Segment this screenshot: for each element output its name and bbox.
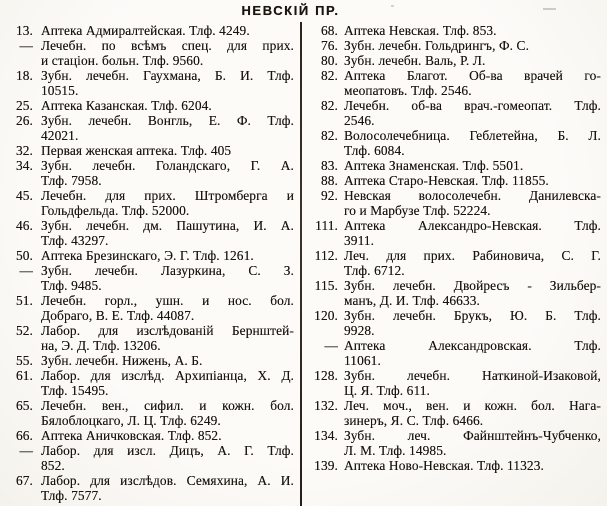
entry-text-line: Первая женская аптека. Тлф. 405 (41, 143, 232, 158)
directory-entry (303, 278, 601, 308)
entry-house-number: 76. (320, 38, 338, 53)
entry-text-line: Тлф. 7958. (41, 173, 102, 188)
entry-house-number: 55. (15, 353, 33, 368)
entry-house-number: 82. (320, 68, 338, 83)
entry-text-line: Тлф. 9485. (41, 278, 102, 293)
entry-text-line: Леч. моч., вен. и кожн. бол. Нага- (344, 398, 601, 413)
directory-entry (303, 458, 601, 473)
entry-text-line: Гольдфельда. Тлф. 52000. (41, 203, 190, 218)
directory-entry (303, 53, 601, 68)
entry-text-line: 10515. (41, 83, 79, 98)
directory-entry (8, 473, 294, 503)
entry-text-line: Леч. для прих. Рабиновича, С. Г. (344, 248, 601, 263)
entry-text-line: 2546. (344, 113, 375, 128)
entry-house-number: 120. (314, 308, 338, 323)
entry-text-line: Аптека Казанская. Тлф. 6204. (41, 98, 212, 113)
entry-text-line: Тлф. 6084. (344, 143, 405, 158)
entry-text-line: Аптека Аничковская. Тлф. 852. (41, 428, 222, 443)
directory-entry (303, 23, 601, 38)
entry-text-line: и стаціон. больн. Тлф. 9560. (41, 53, 204, 68)
entry-text-line: Зубн. лечебн. дм. Пашутина, И. А. (41, 218, 294, 233)
directory-entry (8, 293, 294, 323)
entry-text-line: 852. (41, 458, 65, 473)
entry-house-number: 132. (314, 398, 338, 413)
entry-text-line: Лечебн. для прих. Штромберга и (41, 188, 294, 203)
directory-entry (303, 158, 601, 173)
entry-text-line: 3911. (344, 233, 375, 248)
entry-house-number: 34. (15, 158, 33, 173)
directory-entry (8, 38, 294, 68)
entry-text-line: Тлф. 7577. (41, 488, 102, 503)
entry-text-line: Зубн. лечебн. Голандскаго, Г. А. (41, 158, 294, 173)
entry-text-line: Зубн. лечебн. Валь, Р. Л. (344, 53, 486, 68)
entry-house-number: 45. (15, 188, 33, 203)
entry-text-line: Зубн. лечебн. Брукъ, Ю. Б. Тлф. (344, 308, 601, 323)
entry-text-line: Лечебн. горл., ушн. и нос. бол. (41, 293, 294, 308)
entry-ditto-dash: — (19, 38, 33, 53)
directory-entry (303, 218, 601, 248)
entry-house-number: 68. (320, 23, 338, 38)
entry-house-number: 92. (320, 188, 338, 203)
entry-text-line: Лабор. для изслѣд. Архипіанца, Х. Д. (41, 368, 294, 383)
directory-entry (8, 353, 294, 368)
entry-ditto-dash: — (19, 263, 33, 278)
entry-text-line: Тлф. 43297. (41, 233, 109, 248)
entry-text-line: Зубн. лечебн. Гаухмана, Б. И. Тлф. (41, 68, 294, 83)
directory-entry (303, 98, 601, 128)
directory-entry (303, 308, 601, 338)
entry-text-line: Лабор. для изслѣдов. Семяхина, А. И. (41, 473, 294, 488)
entry-text-line: Лечебн. по всѣмъ спец. для прих. (41, 38, 294, 53)
entry-house-number: 13. (15, 23, 33, 38)
directory-entry (303, 68, 601, 98)
directory-entry (8, 443, 294, 473)
entry-text-line: Зубн. лечебн. Двойресъ - Зильбер- (344, 278, 601, 293)
directory-entry (8, 113, 294, 143)
entry-text-line: Аптека Старо-Невская. Тлф. 11855. (344, 173, 549, 188)
directory-entry (303, 338, 601, 368)
entry-text-line: Волосолечебница. Геблетейна, Б. Л. (344, 128, 601, 143)
directory-entry (303, 248, 601, 278)
entry-text-line: Аптека Знаменская. Тлф. 5501. (344, 158, 524, 173)
entry-text-line: Лечебн. вен., сифил. и кожн. бол. (41, 398, 294, 413)
entry-text-line: Зубн. леч. Файнштейнъ-Чубченко, (344, 428, 601, 443)
entry-house-number: 80. (320, 53, 338, 68)
directory-entry (8, 323, 294, 353)
entry-text-line: 11061. (344, 353, 381, 368)
directory-entry (303, 368, 601, 398)
directory-entry (8, 218, 294, 248)
entry-text-line: Добраго, В. Е. Тлф. 44087. (41, 308, 195, 323)
entry-text-line: Ц. Я. Тлф. 611. (344, 383, 430, 398)
entry-house-number: 46. (15, 218, 33, 233)
directory-columns (0, 23, 607, 503)
entry-house-number: 32. (15, 143, 33, 158)
page-title: НЕВСКІЙ ПР. (241, 3, 340, 18)
entry-text-line: Тлф. 6712. (344, 263, 405, 278)
entry-text-line: го и Марбузе Тлф. 52224. (344, 203, 491, 218)
directory-entry (8, 188, 294, 218)
entry-text-line: Аптека Благот. Об-ва врачей го- (344, 68, 601, 83)
right-column (301, 23, 607, 503)
entry-house-number: 139. (314, 458, 338, 473)
entry-text-line: Л. М. Тлф. 14985. (344, 443, 447, 458)
directory-entry (303, 428, 601, 458)
directory-entry (8, 368, 294, 398)
entry-text-line: Лабор. для изслѣдованій Бернштей- (41, 323, 294, 338)
directory-entry (303, 398, 601, 428)
directory-entry (8, 428, 294, 443)
entry-text-line: Аптека Адмиралтейская. Тлф. 4249. (41, 23, 250, 38)
entry-text-line: Зубн. лечебн. Нижень, А. Б. (41, 353, 203, 368)
entry-house-number: 128. (314, 368, 338, 383)
entry-text-line: Тлф. 15495. (41, 383, 109, 398)
entry-text-line: Аптека Невская. Тлф. 853. (344, 23, 497, 38)
entry-text-line: на, Э. Д. Тлф. 13206. (41, 338, 161, 353)
entry-text-line: Зубн. лечебн. Гольдрингъ, Ф. С. (344, 38, 530, 53)
entry-house-number: 26. (15, 113, 33, 128)
entry-text-line: зинеръ, Я. С. Тлф. 6466. (344, 413, 484, 428)
entry-house-number: 111. (315, 218, 338, 233)
entry-text-line: Аптека Александро-Невская. Тлф. (344, 218, 601, 233)
directory-entry (8, 248, 294, 263)
directory-entry (8, 143, 294, 158)
entry-text-line: Невская волосолечебн. Данилевска- (344, 188, 601, 203)
entry-text-line: Бялоблоцкаго, Л. Ц. Тлф. 6249. (41, 413, 221, 428)
directory-entry (8, 98, 294, 113)
entry-house-number: 83. (320, 158, 338, 173)
entry-house-number: 134. (314, 428, 338, 443)
column-divider-rule (300, 22, 302, 506)
scan-artifact (543, 8, 556, 10)
entry-house-number: 82. (320, 98, 338, 113)
entry-house-number: 112. (314, 248, 338, 263)
entry-house-number: 67. (15, 473, 33, 488)
directory-entry (8, 158, 294, 188)
directory-entry (8, 23, 294, 38)
entry-text-line: Зубн. лечебн. Лазуркина, С. З. (41, 263, 294, 278)
directory-entry (8, 68, 294, 98)
entry-text-line: Зубн. лечебн. Вонгль, Е. Ф. Тлф. (41, 113, 294, 128)
entry-house-number: 66. (15, 428, 33, 443)
directory-entry (8, 263, 294, 293)
entry-text-line: 42021. (41, 128, 79, 143)
entry-text-line: Зубн. лечебн. Наткиной-Изаковой, (344, 368, 601, 383)
entry-house-number: 65. (15, 398, 33, 413)
entry-house-number: 25. (15, 98, 33, 113)
directory-entry (303, 173, 601, 188)
left-column (0, 23, 301, 503)
entry-house-number: 52. (15, 323, 33, 338)
entry-text-line: Аптека Александровская. Тлф. (344, 338, 601, 353)
entry-house-number: 61. (15, 368, 33, 383)
entry-text-line: Лабор. для изсл. Дицъ, А. Г. Тлф. (41, 443, 294, 458)
entry-ditto-dash: — (19, 443, 33, 458)
entry-house-number: 50. (15, 248, 33, 263)
entry-text-line: манъ, Д. И. Тлф. 46633. (344, 293, 480, 308)
entry-house-number: 115. (314, 278, 338, 293)
entry-ditto-dash: — (324, 338, 338, 353)
directory-entry (8, 398, 294, 428)
entry-text-line: Аптека Брезинскаго, Э. Г. Тлф. 1261. (41, 248, 254, 263)
directory-entry (303, 128, 601, 158)
entry-text-line: Аптека Ново-Невская. Тлф. 11323. (344, 458, 544, 473)
scan-artifact (391, 5, 394, 7)
entry-text-line: 9928. (344, 323, 375, 338)
entry-text-line: меопатовъ. Тлф. 2546. (344, 83, 472, 98)
entry-house-number: 88. (320, 173, 338, 188)
entry-house-number: 18. (15, 68, 33, 83)
directory-entry (303, 38, 601, 53)
entry-text-line: Лечебн. об-ва врач.-гомеопат. Тлф. (344, 98, 601, 113)
entry-house-number: 82. (320, 128, 338, 143)
entry-house-number: 51. (15, 293, 33, 308)
directory-entry (303, 188, 601, 218)
